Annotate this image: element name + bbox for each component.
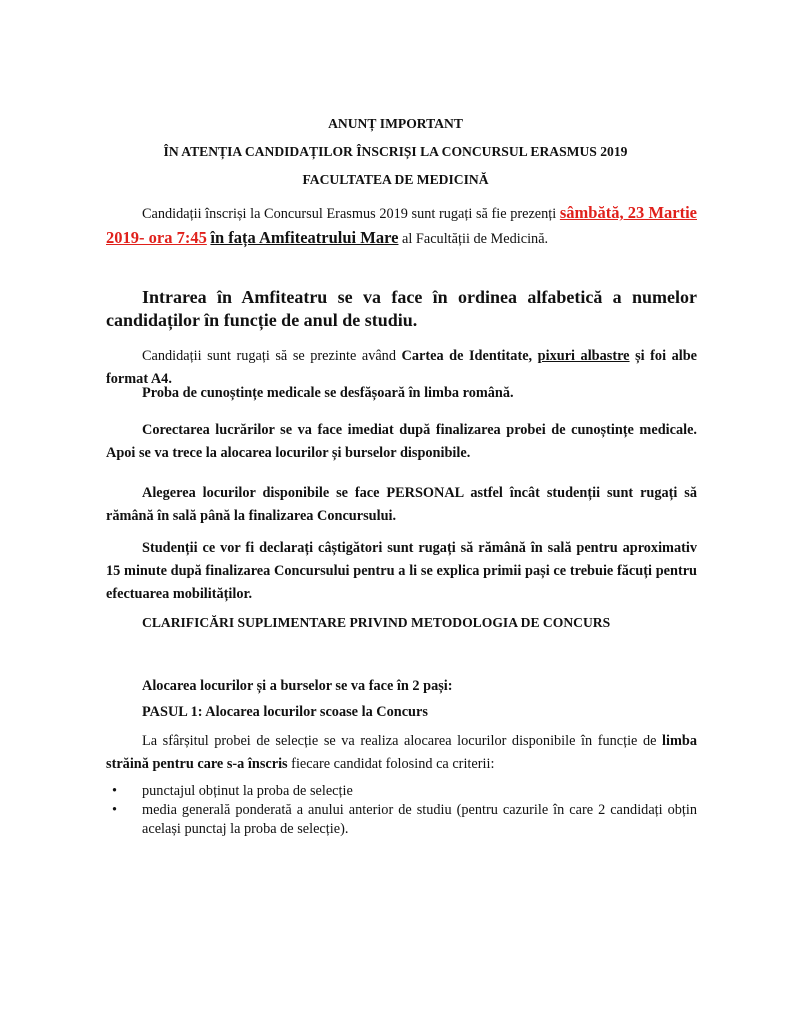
language-paragraph: Proba de cunoștințe medicale se desfășoară în limba română. (142, 385, 514, 401)
text: și foi albe format A4. (106, 348, 698, 387)
text: Candidații înscriși la Concursul Erasmus 2019 sunt rugați să fie prezenți (142, 206, 560, 222)
text: Cartea de Identitate, (401, 348, 538, 364)
faculty-heading: FACULTATEA DE MEDICINĂ (302, 172, 489, 187)
selection-paragraph: Alegerea locurilor disponibile se face PERSONAL astfel încât studenții sunt rugați să rămână în sală până la finalizarea Concursului. (106, 485, 697, 524)
text: al Facultății de Medicină. (398, 231, 549, 247)
text: La sfârșitul probei de selecție se va realiza alocarea locurilor disponibile în funcție de (142, 733, 663, 749)
text: fiecare candidat folosind ca criterii: (287, 756, 495, 772)
entry-order-paragraph: Intrarea în Amfiteatru se va face în ordinea alfabetică a numelor candidaților în funcție de anul de studiu. (106, 287, 697, 330)
correction-paragraph: Corectarea lucrărilor se va face imediat după finalizarea probei de cunoștințe medicale. Apoi se va trece la alocarea locurilor și burselor disponibile. (106, 422, 697, 461)
winners-paragraph: Studenții ce vor fi declarați câștigători sunt rugați să rămână în sală pentru aproximativ 15 minute după finalizarea Concursului pentru a li se explica primii pași ce trebuie făcuți pentru efectuarea mobilităților. (106, 540, 697, 602)
text: Candidații sunt rugați să se prezinte având (142, 348, 402, 364)
step1-heading: PASUL 1: Alocarea locurilor scoase la Concurs (142, 704, 428, 720)
allocation-intro: Alocarea locurilor și a burselor se va face în 2 pași: (142, 678, 453, 694)
exam-date: sâmbătă, 23 Martie 2019- ora 7:45 (106, 203, 697, 247)
step1-paragraph (106, 730, 697, 776)
list-item: • punctajul obținut la proba de selecție (106, 782, 697, 801)
text: pixuri albastre (537, 348, 630, 364)
announcement-subtitle: ÎN ATENȚIA CANDIDAȚILOR ÎNSCRIȘI LA CONCURSUL ERASMUS 2019 (163, 144, 628, 159)
list-item: • media generală ponderată a anului anterior de studiu (pentru cazurile în care 2 candidați obțin același punctaj la proba de selecție). (106, 801, 697, 839)
announcement-title: ANUNȚ IMPORTANT (328, 116, 463, 131)
section-title: CLARIFICĂRI SUPLIMENTARE PRIVIND METODOLOGIA DE CONCURS (142, 615, 611, 630)
text: limba străină pentru care s-a înscris (106, 733, 697, 772)
schedule-paragraph (106, 201, 697, 251)
exam-location: în fața Amfiteatrului Mare (210, 228, 399, 247)
criteria-list (106, 782, 697, 839)
